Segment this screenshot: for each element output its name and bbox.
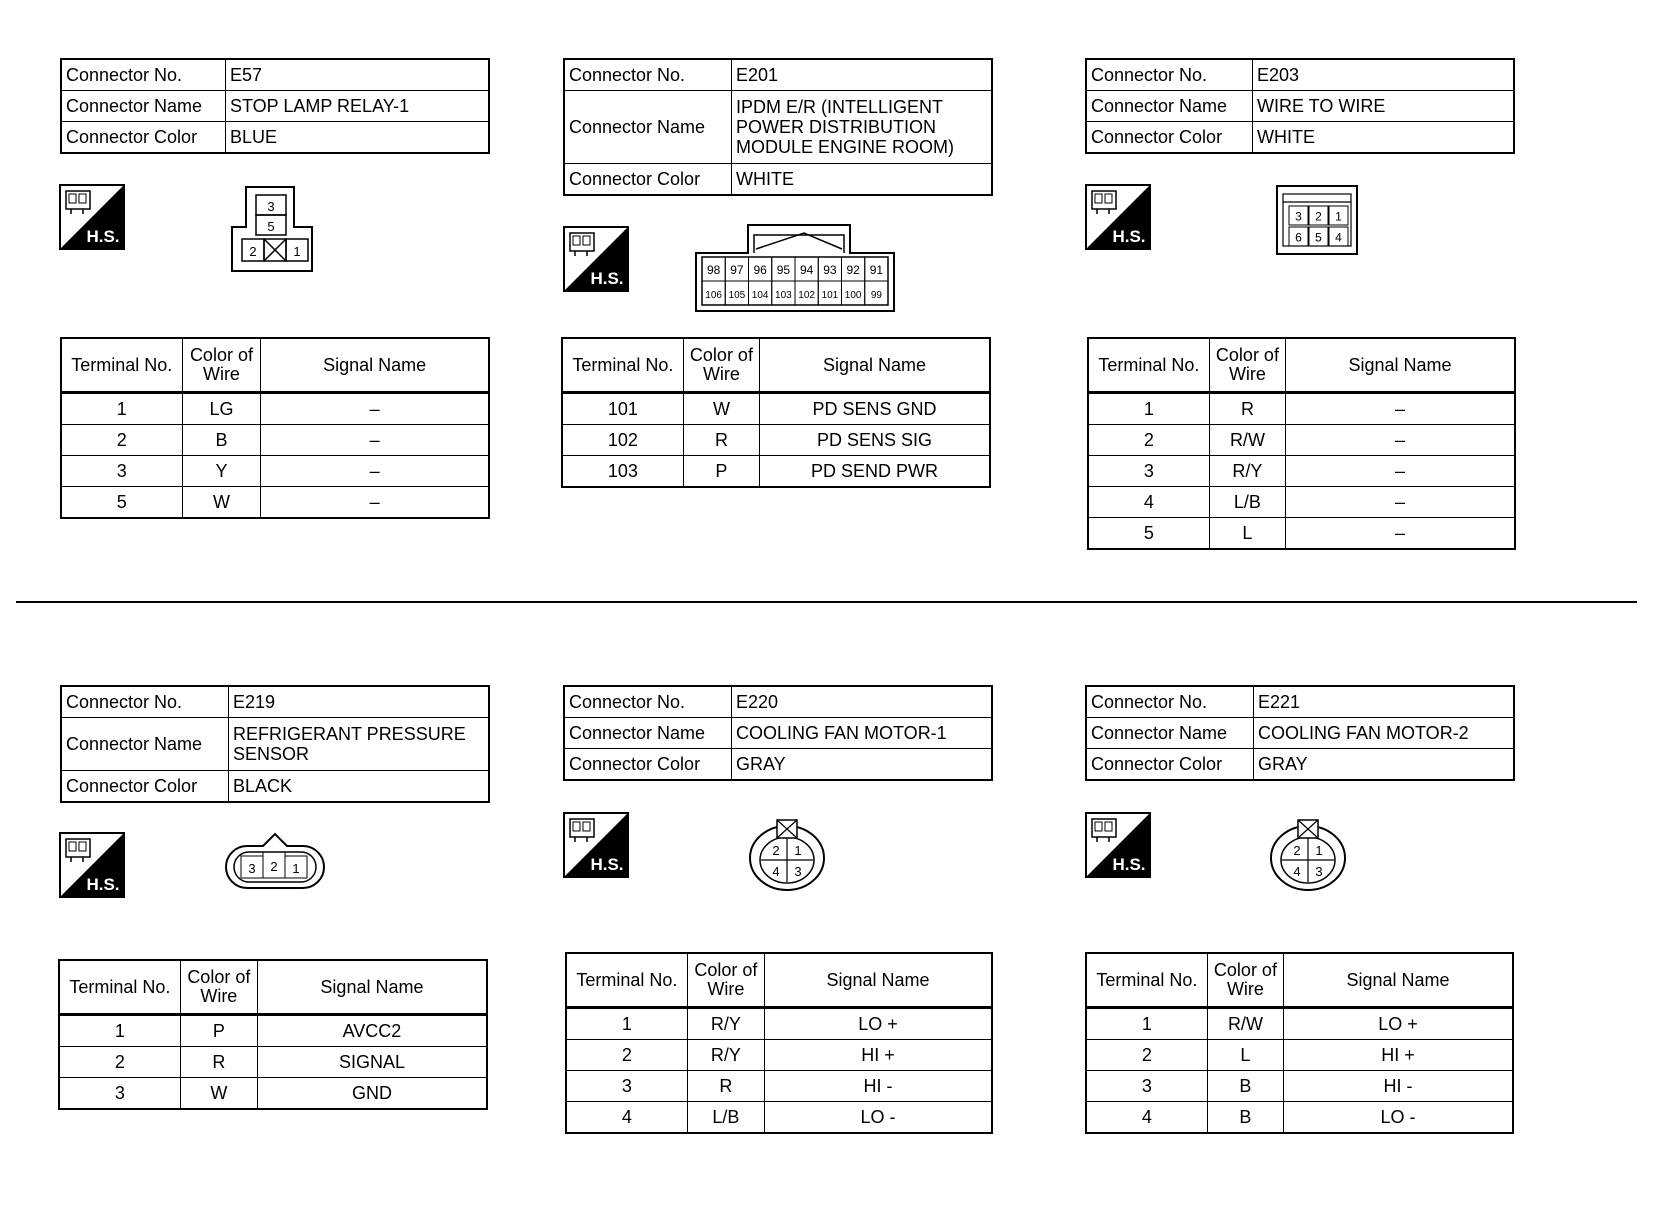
pin-number: 4 <box>772 864 780 879</box>
terminal-number: 3 <box>61 456 182 487</box>
connector-name-label: Connector Name <box>61 91 226 122</box>
pin-number: 4 <box>1335 230 1342 245</box>
pin-number: 95 <box>776 263 791 277</box>
terminal-header-row <box>61 338 489 393</box>
connector-face-diagram <box>694 223 896 313</box>
wire-color: L/B <box>1209 487 1285 518</box>
connector-info-table <box>1085 685 1515 781</box>
connector-number-label: Connector No. <box>61 686 229 718</box>
harness-side-icon <box>563 812 629 878</box>
terminal-table <box>565 952 993 1134</box>
connector-number: E220 <box>732 686 993 718</box>
connector-info-table <box>1085 58 1515 154</box>
pin-number: 105 <box>728 290 746 301</box>
info-row <box>61 122 489 154</box>
terminal-number: 5 <box>1088 518 1209 550</box>
wire-color: W <box>683 393 759 425</box>
connector-number: E221 <box>1254 686 1515 718</box>
pin-number: 2 <box>1293 843 1301 858</box>
pin-number: 5 <box>267 219 275 234</box>
terminal-no-header: Terminal No. <box>59 960 180 1015</box>
connector-face-diagram <box>225 830 325 892</box>
pin-number: 4 <box>1293 864 1301 879</box>
connector-color: BLACK <box>229 771 490 803</box>
terminal-table <box>561 337 991 488</box>
signal-name: – <box>261 425 489 456</box>
harness-side-icon <box>59 832 125 898</box>
terminal-number: 1 <box>61 393 182 425</box>
info-row <box>61 91 489 122</box>
table-row <box>59 1078 487 1110</box>
pin-number: 2 <box>249 244 257 259</box>
terminal-number: 4 <box>1088 487 1209 518</box>
pin-number: 3 <box>267 199 275 214</box>
wire-color: R <box>1209 393 1285 425</box>
signal-name: – <box>261 456 489 487</box>
wire-color: B <box>1207 1102 1283 1134</box>
table-row <box>1086 1008 1513 1040</box>
terminal-number: 3 <box>59 1078 180 1110</box>
pin-number: 98 <box>706 263 721 277</box>
connector-number-label: Connector No. <box>564 59 732 91</box>
info-row <box>1086 749 1514 781</box>
pin-number: 6 <box>1295 230 1302 245</box>
terminal-number: 1 <box>1086 1008 1207 1040</box>
pin-number: 92 <box>846 263 860 277</box>
terminal-number: 2 <box>59 1047 180 1078</box>
wire-color-header: Color of Wire <box>687 953 764 1008</box>
connector-number-label: Connector No. <box>1086 686 1254 718</box>
wire-color: B <box>1207 1071 1283 1102</box>
pin-number: 106 <box>705 290 722 301</box>
hs-label: H.S. <box>1112 855 1146 874</box>
table-row <box>61 425 489 456</box>
signal-name: – <box>261 487 489 519</box>
wire-color-header: Color of Wire <box>180 960 257 1015</box>
terminal-number: 2 <box>61 425 182 456</box>
wire-color: LG <box>182 393 261 425</box>
connector-info-table <box>563 58 993 196</box>
harness-side-icon <box>1085 812 1151 878</box>
signal-name: LO - <box>1284 1102 1513 1134</box>
connector-name: REFRIGERANT PRESSURE SENSOR <box>229 718 490 771</box>
info-row <box>1086 718 1514 749</box>
connector-color-label: Connector Color <box>564 164 732 196</box>
wire-color: R/W <box>1207 1008 1283 1040</box>
table-row <box>562 393 990 425</box>
signal-name-header: Signal Name <box>760 338 990 393</box>
table-row <box>61 487 489 519</box>
terminal-header-row <box>59 960 487 1015</box>
connector-face-diagram <box>1268 816 1348 892</box>
wire-color: R/Y <box>687 1008 764 1040</box>
pin-number: 100 <box>844 290 862 301</box>
terminal-header-row <box>1086 953 1513 1008</box>
signal-name: HI + <box>1284 1040 1513 1071</box>
signal-name: PD SEND PWR <box>760 456 990 488</box>
pin-number: 91 <box>869 263 884 277</box>
pin-number: 3 <box>1295 209 1302 224</box>
terminal-table <box>1087 337 1516 550</box>
pin-number: 102 <box>798 290 815 301</box>
wire-color: R <box>687 1071 764 1102</box>
pin-number: 2 <box>772 843 780 858</box>
signal-name: – <box>1286 456 1515 487</box>
terminal-number: 1 <box>566 1008 687 1040</box>
connector-color: GRAY <box>732 749 993 781</box>
signal-name: HI - <box>1284 1071 1513 1102</box>
pin-number: 3 <box>248 861 256 876</box>
pin-number: 103 <box>775 290 792 301</box>
wire-color: B <box>182 425 261 456</box>
wire-color: L/B <box>687 1102 764 1134</box>
table-row <box>1086 1071 1513 1102</box>
terminal-no-header: Terminal No. <box>1088 338 1209 393</box>
terminal-header-row <box>566 953 992 1008</box>
signal-name: – <box>1286 518 1515 550</box>
connector-color: WHITE <box>732 164 993 196</box>
pin-number: 93 <box>823 263 837 277</box>
pin-number: 2 <box>270 859 278 874</box>
signal-name: LO + <box>1284 1008 1513 1040</box>
connector-name-label: Connector Name <box>1086 718 1254 749</box>
connector-color-label: Connector Color <box>1086 122 1253 154</box>
connector-info-table <box>60 685 490 803</box>
terminal-table <box>60 337 490 519</box>
signal-name: SIGNAL <box>257 1047 487 1078</box>
table-row <box>562 425 990 456</box>
wire-color: R <box>180 1047 257 1078</box>
wire-color: W <box>182 487 261 519</box>
terminal-no-header: Terminal No. <box>1086 953 1207 1008</box>
signal-name-header: Signal Name <box>765 953 992 1008</box>
pin-number: 2 <box>1315 209 1322 224</box>
signal-name: PD SENS SIG <box>760 425 990 456</box>
info-row <box>61 718 489 771</box>
wire-color: R/Y <box>687 1040 764 1071</box>
wire-color: L <box>1207 1040 1283 1071</box>
pin-number: 1 <box>292 861 300 876</box>
connector-name: WIRE TO WIRE <box>1253 91 1515 122</box>
wire-color: R/W <box>1209 425 1285 456</box>
pin-number: 94 <box>799 263 814 277</box>
table-row <box>59 1047 487 1078</box>
info-row <box>61 771 489 803</box>
terminal-number: 3 <box>566 1071 687 1102</box>
table-row <box>61 456 489 487</box>
signal-name: – <box>261 393 489 425</box>
pin-number: 1 <box>293 244 301 259</box>
harness-side-icon <box>1085 184 1151 250</box>
signal-name: – <box>1286 425 1515 456</box>
signal-name: – <box>1286 487 1515 518</box>
connector-color-label: Connector Color <box>1086 749 1254 781</box>
table-row <box>1088 456 1515 487</box>
table-row <box>1088 518 1515 550</box>
connector-color: WHITE <box>1253 122 1515 154</box>
connector-number: E203 <box>1253 59 1515 91</box>
table-row <box>1086 1102 1513 1134</box>
pin-number: 104 <box>751 290 769 301</box>
wire-color: W <box>180 1078 257 1110</box>
terminal-number: 2 <box>566 1040 687 1071</box>
terminal-number: 2 <box>1088 425 1209 456</box>
terminal-table <box>1085 952 1514 1134</box>
terminal-number: 5 <box>61 487 182 519</box>
wire-color: R <box>683 425 759 456</box>
connector-info-table <box>563 685 993 781</box>
wire-color-header: Color of Wire <box>683 338 759 393</box>
wire-color: P <box>683 456 759 488</box>
wire-color-header: Color of Wire <box>1207 953 1283 1008</box>
table-row <box>566 1102 992 1134</box>
info-row <box>564 718 992 749</box>
wire-color-header: Color of Wire <box>182 338 261 393</box>
terminal-number: 1 <box>1088 393 1209 425</box>
pin-number: 101 <box>821 290 839 301</box>
table-row <box>1088 393 1515 425</box>
terminal-table <box>58 959 488 1110</box>
table-row <box>566 1071 992 1102</box>
info-row <box>1086 59 1514 91</box>
wire-color-header: Color of Wire <box>1209 338 1285 393</box>
section-divider <box>16 601 1637 603</box>
hs-label: H.S. <box>86 875 120 894</box>
signal-name: HI + <box>765 1040 992 1071</box>
terminal-number: 2 <box>1086 1040 1207 1071</box>
connector-name: COOLING FAN MOTOR-1 <box>732 718 993 749</box>
info-row <box>564 686 992 718</box>
info-row <box>61 686 489 718</box>
table-row <box>1088 425 1515 456</box>
terminal-number: 103 <box>562 456 683 488</box>
connector-name: STOP LAMP RELAY-1 <box>226 91 490 122</box>
signal-name: HI - <box>765 1071 992 1102</box>
terminal-no-header: Terminal No. <box>566 953 687 1008</box>
connector-color-label: Connector Color <box>61 122 226 154</box>
pin-number: 5 <box>1315 230 1322 245</box>
info-row <box>1086 686 1514 718</box>
pin-number: 99 <box>870 290 882 301</box>
connector-number-label: Connector No. <box>1086 59 1253 91</box>
connector-name-label: Connector Name <box>61 718 229 771</box>
wire-color: Y <box>182 456 261 487</box>
signal-name: PD SENS GND <box>760 393 990 425</box>
connector-color: BLUE <box>226 122 490 154</box>
terminal-number: 4 <box>1086 1102 1207 1134</box>
terminal-number: 1 <box>59 1015 180 1047</box>
terminal-number: 3 <box>1088 456 1209 487</box>
wire-color: R/Y <box>1209 456 1285 487</box>
harness-side-icon <box>563 226 629 292</box>
connector-name-label: Connector Name <box>564 718 732 749</box>
terminal-number: 101 <box>562 393 683 425</box>
pin-number: 1 <box>1315 843 1323 858</box>
signal-name-header: Signal Name <box>261 338 489 393</box>
pin-number: 3 <box>794 864 802 879</box>
connector-face-diagram <box>1275 184 1359 256</box>
pin-number: 1 <box>1335 209 1342 224</box>
table-row <box>566 1040 992 1071</box>
signal-name-header: Signal Name <box>1286 338 1515 393</box>
hs-label: H.S. <box>86 227 120 246</box>
connector-number: E219 <box>229 686 490 718</box>
terminal-header-row <box>1088 338 1515 393</box>
terminal-number: 4 <box>566 1102 687 1134</box>
hs-label: H.S. <box>590 269 624 288</box>
table-row <box>566 1008 992 1040</box>
info-row <box>1086 91 1514 122</box>
connector-color: GRAY <box>1254 749 1515 781</box>
signal-name: LO + <box>765 1008 992 1040</box>
connector-face-diagram <box>747 816 827 892</box>
connector-number: E57 <box>226 59 490 91</box>
harness-side-icon <box>59 184 125 250</box>
connector-number-label: Connector No. <box>61 59 226 91</box>
pin-number: 1 <box>794 843 802 858</box>
signal-name: – <box>1286 393 1515 425</box>
signal-name: LO - <box>765 1102 992 1134</box>
connector-color-label: Connector Color <box>564 749 732 781</box>
hs-label: H.S. <box>590 855 624 874</box>
connector-number-label: Connector No. <box>564 686 732 718</box>
info-row <box>564 164 992 196</box>
hs-label: H.S. <box>1112 227 1146 246</box>
connector-info-table <box>60 58 490 154</box>
signal-name-header: Signal Name <box>1284 953 1513 1008</box>
connector-color-label: Connector Color <box>61 771 229 803</box>
connector-number: E201 <box>732 59 993 91</box>
signal-name: GND <box>257 1078 487 1110</box>
wire-color: P <box>180 1015 257 1047</box>
terminal-no-header: Terminal No. <box>562 338 683 393</box>
connector-name-label: Connector Name <box>1086 91 1253 122</box>
connector-name: COOLING FAN MOTOR-2 <box>1254 718 1515 749</box>
info-row <box>1086 122 1514 154</box>
info-row <box>564 749 992 781</box>
info-row <box>564 59 992 91</box>
table-row <box>61 393 489 425</box>
terminal-number: 102 <box>562 425 683 456</box>
info-row <box>564 91 992 164</box>
pin-number: 96 <box>753 263 767 277</box>
connector-name-label: Connector Name <box>564 91 732 164</box>
connector-name: IPDM E/R (INTELLIGENT POWER DISTRIBUTION MODULE ENGINE ROOM) <box>732 91 993 164</box>
table-row <box>562 456 990 488</box>
table-row <box>59 1015 487 1047</box>
wire-color: L <box>1209 518 1285 550</box>
pin-number: 3 <box>1315 864 1323 879</box>
signal-name: AVCC2 <box>257 1015 487 1047</box>
info-row <box>61 59 489 91</box>
pin-number: 97 <box>730 263 744 277</box>
terminal-number: 3 <box>1086 1071 1207 1102</box>
signal-name-header: Signal Name <box>257 960 487 1015</box>
connector-face-diagram <box>230 185 314 273</box>
terminal-no-header: Terminal No. <box>61 338 182 393</box>
table-row <box>1086 1040 1513 1071</box>
terminal-header-row <box>562 338 990 393</box>
table-row <box>1088 487 1515 518</box>
